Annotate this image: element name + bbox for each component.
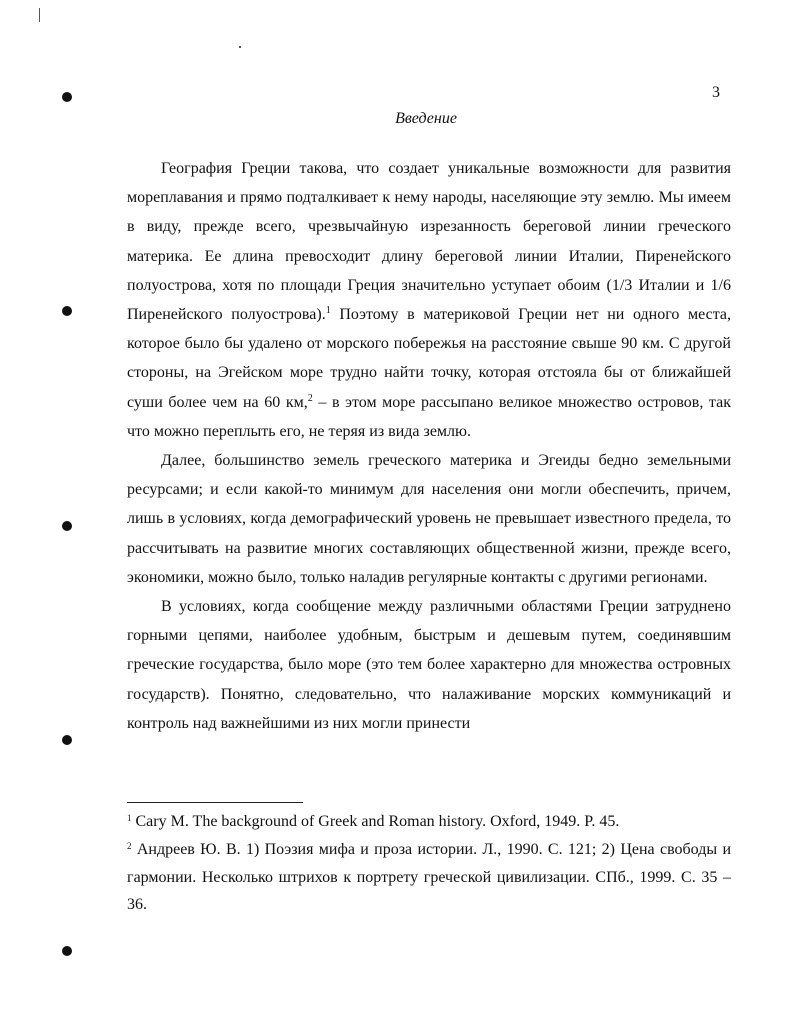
footnotes <box>127 808 731 919</box>
binder-hole <box>62 735 72 745</box>
footnote-separator <box>127 802 303 803</box>
footnote <box>127 836 731 919</box>
paragraph-text: Поэтому в материковой Греции нет ни одного места, которое было бы удалено от морского побережья на расстояние свыше 90 км. С другой стороны, на Эгейском море трудно найти точку, которая отстояла бы от ближайшей суши более чем на 60 км, <box>127 306 731 411</box>
binder-hole <box>62 92 72 102</box>
footnote-mark: 2 <box>127 840 132 851</box>
paragraph: В условиях, когда сообщение между различными областями Греции затруднено горными цепями, наиболее удобным, быстрым и дешевым путем, соединявшим греческие государства, было море (это тем более характерно для множества островных государств). Понятно, следовательно, что налаживание морских коммуникаций и контроль над важнейшими из них могли принести <box>127 598 731 732</box>
binder-hole <box>62 306 72 316</box>
scan-artifact <box>39 8 40 22</box>
binder-hole <box>62 521 72 531</box>
scan-artifact <box>239 46 241 48</box>
paragraph <box>127 154 731 446</box>
binder-hole <box>62 946 72 956</box>
page-title: Введение <box>395 110 457 127</box>
page-number: 3 <box>712 84 720 101</box>
footnote-text: Cary M. The background of Greek and Roman history. Oxford, 1949. P. 45. <box>131 813 620 830</box>
paragraph: Далее, большинство земель греческого материка и Эгеиды бедно земельными ресурсами; и если какой-то минимум для населения они могли обеспечить, причем, лишь в условиях, когда демографический уровень не превышает известного предела, то рассчитывать на развитие многих составляющих общественной жизни, прежде всего, экономики, можно было, только наладив регулярные контакты с другими регионами. <box>127 452 731 586</box>
footnote-mark: 1 <box>127 813 132 823</box>
paragraph-text: География Греции такова, что создает уникальные возможности для развития мореплавания и прямо подталкивает к нему народы, населяющие эту землю. Мы имеем в виду, прежде всего, чрезвычайную изрезанность береговой линии греческого материка. Ее длина превосходит длину береговой линии Италии, Пиренейского полуострова, хотя по площади Греция значительно уступает обоим (1/3 Италии и 1/6 Пиренейского полуострова). <box>127 160 731 324</box>
footnote-ref: 1 <box>325 305 331 317</box>
footnote <box>127 808 731 836</box>
footnote-text: Андреев Ю. В. 1) Поэзия мифа и проза истории. Л., 1990. С. 121; 2) Цена свободы и гармонии. Несколько штрихов к портрету греческой цивилизации. СПб., 1999. С. 35 – 36. <box>127 840 731 914</box>
paragraph-text: – в этом море рассыпано великое множество островов, так что можно переплыть его, не теряя из вида землю. <box>127 393 731 440</box>
main-text <box>127 154 731 738</box>
footnote-ref: 2 <box>307 392 313 404</box>
